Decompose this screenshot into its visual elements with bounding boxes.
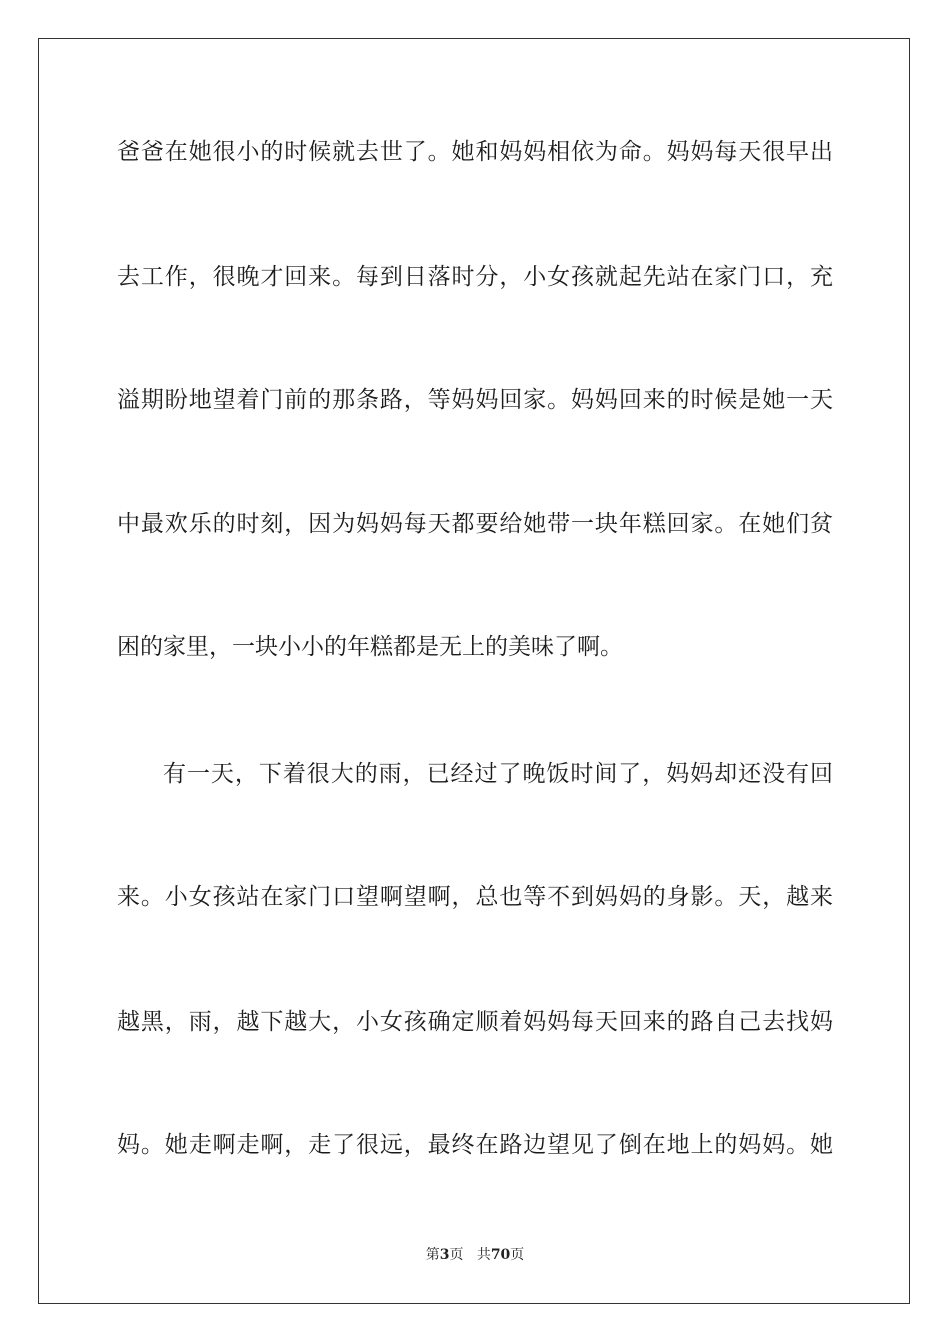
text-line-3: 溢期盼地望着门前的那条路，等妈妈回家。妈妈回来的时候是她一天 [117,387,833,413]
footer-page-suffix: 页 [449,1247,464,1263]
text-line-8: 越黑，雨，越下越大，小女孩确定顺着妈妈每天回来的路自己去找妈 [117,1009,833,1035]
text-line-5: 困的家里，一块小小的年糕都是无上的美味了啊。 [117,634,623,660]
text-line-7: 来。小女孩站在家门口望啊望啊，总也等不到妈妈的身影。天，越来 [117,884,833,910]
text-line-2: 去工作，很晚才回来。每到日落时分，小女孩就起先站在家门口，充 [117,264,833,290]
footer-total-suffix: 页 [510,1247,525,1263]
text-line-9: 妈。她走啊走啊，走了很远，最终在路边望见了倒在地上的妈妈。她 [117,1132,833,1158]
page-number-footer [0,1246,950,1264]
footer-total-prefix: 共 [476,1247,491,1263]
total-page-count: 70 [490,1247,511,1263]
text-line-6: 有一天，下着很大的雨，已经过了晚饭时间了，妈妈却还没有回 [163,761,833,787]
text-line-4: 中最欢乐的时刻，因为妈妈每天都要给她带一块年糕回家。在她们贫 [117,511,833,537]
footer-prefix: 第 [425,1247,440,1263]
current-page-number: 3 [439,1247,450,1263]
page-border [38,38,910,1304]
text-line-1: 爸爸在她很小的时候就去世了。她和妈妈相依为命。妈妈每天很早出 [117,139,833,165]
